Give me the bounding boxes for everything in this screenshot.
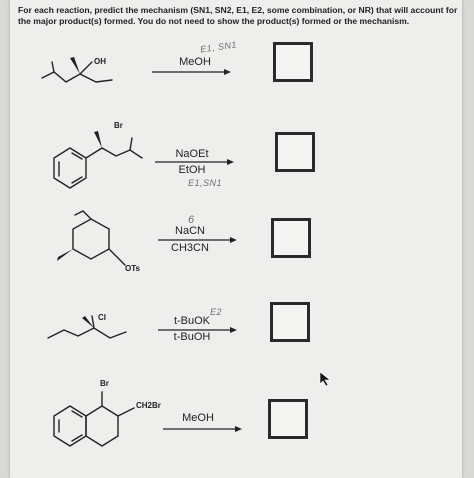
solvent-3: CH3CN [171,242,209,254]
leaving-group-label-5: Br [100,379,109,388]
answer-box-5[interactable] [268,399,308,439]
leaving-group-label-4: Cl [98,313,106,322]
substituent-label-5: CH2Br [136,401,161,410]
handwritten-note-4: E2 [210,307,223,317]
leaving-group-label-2: Br [114,121,123,130]
solvent-3-wrap [160,242,220,255]
instructions-text: For each reaction, predict the mechanism (SN1, SN2, E1, E2, some combination, or NR) that will account for the major product(s) formed. You do not need to show the product(s) formed or the mechanism. [18,5,458,26]
substrate-structure-4 [40,302,140,352]
reagent-2: NaOEt [175,148,209,160]
reagent-4: t-BuOK [173,315,211,327]
solvent-2: EtOH [178,164,206,176]
answer-box-4[interactable] [270,302,310,342]
leaving-group-label-3: OTs [125,264,140,273]
substrate-structure-3 [55,205,165,285]
leaving-group-label-1: OH [94,57,106,66]
solvent-2-wrap [160,164,224,177]
answer-box-3[interactable] [271,218,311,258]
reagent-5: MeOH [182,412,214,424]
handwritten-note-3: 6 [188,214,195,226]
solvent-4: t-BuOH [173,331,211,343]
answer-box-2[interactable] [275,132,315,172]
reagent-1: MeOH [179,56,211,68]
substrate-structure-2 [50,118,160,198]
reagent-3: NaCN [175,225,205,237]
answer-box-1[interactable] [273,42,313,82]
mouse-pointer-icon [319,371,333,387]
conditions-5 [168,412,228,425]
handwritten-note-1: E1, SN1 [199,39,238,55]
handwritten-note-2: E1,SN1 [188,178,223,188]
substrate-structure-5 [48,374,173,454]
reaction-arrow-1 [152,68,232,76]
reaction-arrow-5 [163,425,243,433]
substrate-structure-1 [40,50,140,105]
solvent-4-wrap [162,331,222,344]
